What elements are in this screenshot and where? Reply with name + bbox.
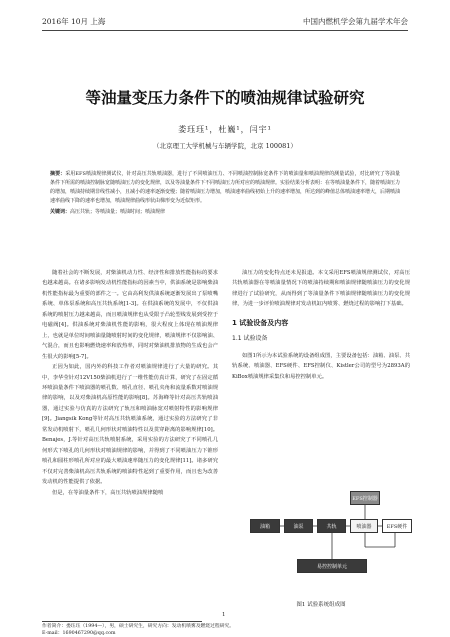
tank-box: 油箱 [250, 519, 280, 533]
section-heading: 1 试验设备及内容 [232, 318, 289, 327]
header-rule [42, 30, 408, 31]
header-right: 中国内燃机学会第九届学术年会 [303, 17, 408, 26]
subsection-heading: 1.1 试验设备 [232, 335, 268, 343]
injector-box: 喷油器 [350, 519, 378, 533]
body-paragraph: 正因为如此，国内外的科技工作者对喷油规律进行了大量的研究。其中，李华莹针对12V150柴油机进行了一维性能仿真计算，研究了在固定循环喷油量条件下喷油器的喷孔数、喷孔直径、喷孔夹角和流量系数对喷油规律的影响，以及对柴油机高原性能的影响[8]。苏海峰等针对高压共轨喷油器，通过实验与仿真的方法研究了轨压和喷油脉宽对喷射特性的影响规律[9]。Jiangsik Kong等针对高压共轨喷油系统，通过实验的方法研究了非常发动机喷射下，喷孔几何形状对喷油特性以及贯穿距离的影响规律[10]。Benajes，J.等针对高压共轨喷射系统，采用实验的方法研究了不同喷孔几何形式下喷孔的几何形状对喷油规律的影响，并得到了不同喷油压力下锥形喷孔和圆柱形喷孔所对应的最大喷油速率随压力的变化规律[11]。诸多研究不仅对完善柴油机高压共轨系统的喷油特性起到了重要作用，而且也为改善发动机的性能提供了依据。 [42, 364, 218, 486]
pump-box: 油泵 [284, 519, 313, 533]
header-left: 2016年 10月 上海 [42, 17, 106, 26]
body-paragraph: 油压力的变化特点还未见报道。本文采用EFS喷油规律测试仪，对高压共轨喷油器在等喷油量情况下的喷油持续期和喷油规律随喷油压力的变化规律进行了试验研究，从而得到了等油量条件下喷油规律随喷油压力的变化规律，为进一步评价喷油规律对发动机缸内喷雾、燃烧过程的影响打下基础。 [232, 270, 410, 308]
footnote-rule [42, 621, 202, 622]
author-email: E-mail：1690467290@qq.com [42, 631, 116, 636]
abstract-text: 采用EFS喷油规律测试仪，针对高压共轨喷油器，进行了不同喷油压力、不同喷油控制脉宽条件下的喷油量和喷油规律的测量试验，对比研究了等油量条件下所需的喷油控制脉宽随喷油压力的变化规律，以及等油量条件下不同喷油压力所对应的喷油规律。实验结果分析表明：在等喷油量条件下，随着喷油压力的增加，喷油持续期非线性减小，且减小的速率逐渐变慢；随着喷油压力增加，喷油速率曲线初始上升的速率增加，所达到的峰值总体喷油速率增大，后期喷油速率曲线下降的速率也增加，喷油规律曲线形状由梯形变为近似矩形。 [50, 171, 401, 204]
common-rail-box: 共轨 [317, 519, 346, 533]
body-paragraph: 如图1所示为本试验系统的设备组成图，主要设备包括：油箱、油泵、共轨系统、喷油器、EFS硬件、EFS控制仪、Kistler公司的型号为2893A的KiBox喷油规律采集仪和易控控制单元。 [232, 352, 410, 380]
body-paragraph: 随着社会的不断发展，对柴油机动力性、经济性和排放性能指标的要求也越来越高。在诸多影响发动机性能指标的因素当中，供油系统是影响柴油机性能指标最为重要的部件之一。它由高利发供油系统逐渐发展出了泵喷嘴系统、单体泵系统和高压共轨系统[1-3]。在供油系统的发展中，不仅供油系统的喷射压力越来越高，而且喷油规律也从受限于凸轮型线发展到受控于电磁阀[4]。供油系统对柴油机性能的影响，很大程度上体现在喷油规律上，也就是单位时间喷油量随喷射时间的变化规律，喷油规律不仅影响油、气混合，而且也影响燃烧速率和放热率，同时对柴油机排放物的生成也会产生很大的影响[5-7]。 [42, 270, 218, 360]
left-column [42, 268, 218, 498]
page-number: 1 [222, 612, 226, 618]
paper-title: 等油量变压力条件下的喷油规律试验研究 [85, 89, 365, 107]
right-column [232, 268, 410, 382]
efs-hardware-box: EFS硬件 [382, 519, 412, 533]
authors: 娄珏珏¹，杜巍¹，闫宇¹ [178, 125, 272, 134]
figure-caption: 图1 试验系统组成图 [296, 602, 346, 608]
keywords-label: 关键词： [50, 209, 71, 215]
figure-1-diagram [247, 487, 417, 607]
control-unit-box: 易控控制单元 [297, 559, 367, 573]
abstract-label: 摘要： [50, 171, 66, 177]
body-paragraph: 但是，在等油量条件下，高压共轨喷油规律随喷 [52, 489, 164, 496]
figure-connectors [247, 487, 417, 607]
affiliation: （北京理工大学机械与车辆学院，北京 100081） [153, 142, 297, 150]
abstract [50, 170, 400, 206]
footnote [42, 623, 234, 637]
running-header [42, 16, 408, 27]
keywords [50, 208, 400, 215]
author-bio: 作者简介：娄珏珏（1994—），男，硕士研究生，研究方向：发动机喷雾及燃烧过程研究。 [42, 624, 235, 629]
efs-controller-box: EFS控制器 [350, 491, 380, 505]
keywords-text: 高压共轨；等喷油量；喷油时间；喷油规律 [70, 209, 166, 215]
